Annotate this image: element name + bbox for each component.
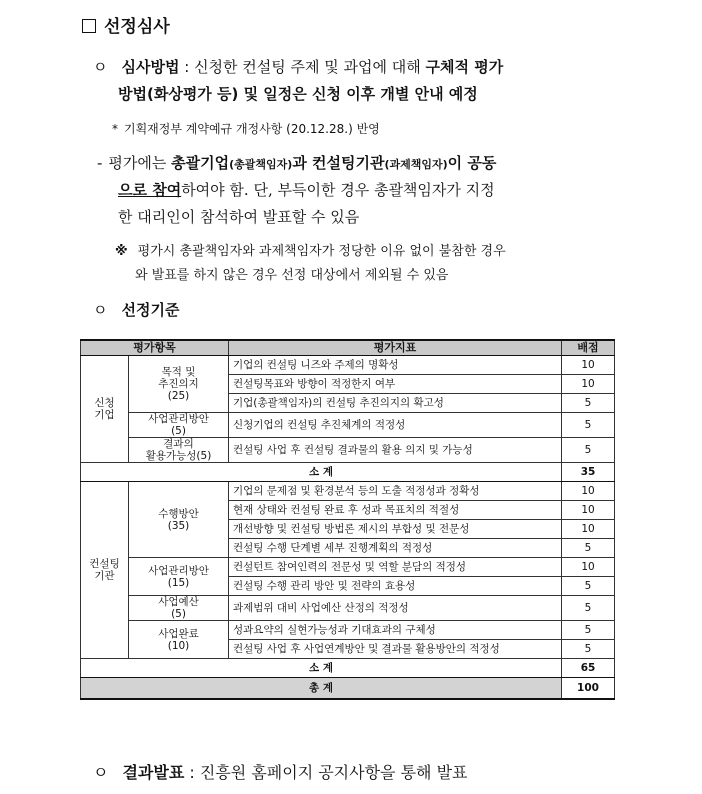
score-cell: 10 — [562, 356, 615, 375]
participation-line-2 — [118, 177, 495, 204]
method-colon: : — [179, 58, 190, 76]
score-cell: 10 — [562, 558, 615, 577]
subtotal-value: 35 — [562, 463, 615, 482]
category-cell: 사업완료 (10) — [129, 621, 229, 659]
subtotal-row — [81, 463, 615, 482]
criteria-heading — [93, 297, 179, 324]
announcement-line — [93, 759, 468, 786]
score-cell: 5 — [562, 539, 615, 558]
participation-bold-c: 이 공동 — [447, 154, 497, 172]
indicator-cell: 컨설팅 수행 단계별 세부 진행계획의 적정성 — [229, 539, 562, 558]
table-row — [81, 596, 615, 621]
score-cell: 5 — [562, 640, 615, 659]
indicator-cell: 과제범위 대비 사업예산 산정의 적정성 — [229, 596, 562, 621]
participation-line-1 — [97, 150, 496, 178]
score-cell: 10 — [562, 501, 615, 520]
method-text-bold: 구체적 평가 — [425, 58, 504, 76]
bullet-o: ㅇ — [93, 58, 108, 76]
participation-bold-a: 총괄기업 — [171, 154, 230, 172]
indicator-cell: 컨설턴트 참여인력의 전문성 및 역할 분담의 적정성 — [229, 558, 562, 577]
total-label: 총 계 — [81, 678, 562, 700]
indicator-cell: 기업의 문제점 및 환경분석 등의 도출 적정성과 정확성 — [229, 482, 562, 501]
participation-small-b: (과제책임자) — [384, 158, 448, 171]
bullet-o: ㅇ — [93, 763, 109, 782]
indicator-cell: 컨설팅 사업 후 컨설팅 결과물의 활용 의지 및 가능성 — [229, 438, 562, 463]
header-category: 평가항목 — [81, 340, 229, 356]
indicator-cell: 신청기업의 컨설팅 추진체계의 적정성 — [229, 413, 562, 438]
category-cell: 사업예산 (5) — [129, 596, 229, 621]
table-row — [81, 482, 615, 501]
score-cell: 10 — [562, 482, 615, 501]
method-label: 심사방법 — [121, 58, 180, 76]
agency-label: 컨설팅 기관 — [81, 482, 129, 659]
header-score: 배점 — [562, 340, 615, 356]
header-indicator: 평가지표 — [229, 340, 562, 356]
indicator-cell: 컨설팅 수행 관리 방안 및 전략의 효용성 — [229, 577, 562, 596]
total-value: 100 — [562, 678, 615, 700]
method-line-2: 방법(화상평가 등) 및 일정은 신청 이후 개별 안내 예정 — [118, 85, 478, 103]
bullet-o: ㅇ — [93, 301, 108, 319]
score-cell: 5 — [562, 394, 615, 413]
category-cell: 수행방안 (35) — [129, 482, 229, 558]
announcement-label: 결과발표 — [122, 763, 185, 782]
category-cell: 목적 및 추진의지 (25) — [129, 356, 229, 413]
subtotal-value: 65 — [562, 659, 615, 678]
category-cell: 사업관리방안 (15) — [129, 558, 229, 596]
participation-small-a: (총괄책임자) — [229, 158, 293, 171]
indicator-cell: 현재 상태와 컨설팅 완료 후 성과 목표치의 적절성 — [229, 501, 562, 520]
note-star: * — [112, 122, 118, 136]
participation-text: 평가에는 — [108, 154, 172, 172]
category-cell: 사업관리방안 (5) — [129, 413, 229, 438]
total-row — [81, 678, 615, 700]
indicator-cell: 개선방향 및 컨설팅 방법론 제시의 부합성 및 전문성 — [229, 520, 562, 539]
dash: - — [97, 154, 103, 172]
table-row — [81, 438, 615, 463]
checkbox-square-icon — [82, 19, 96, 33]
announcement-colon: : — [184, 763, 195, 782]
score-cell: 5 — [562, 577, 615, 596]
score-cell: 10 — [562, 520, 615, 539]
table-row — [81, 558, 615, 577]
company-label: 신청 기업 — [81, 356, 129, 463]
indicator-cell: 성과요약의 실현가능성과 기대효과의 구체성 — [229, 621, 562, 640]
score-cell: 5 — [562, 596, 615, 621]
table-row — [81, 621, 615, 640]
announcement-text: 진흥원 홈페이지 공지사항을 통해 발표 — [194, 763, 468, 782]
indicator-cell: 컨설팅목표와 방향이 적정한지 여부 — [229, 375, 562, 394]
score-cell: 5 — [562, 438, 615, 463]
evaluation-table — [80, 339, 615, 700]
category-cell: 결과의 활용가능성(5) — [129, 438, 229, 463]
table-header-row — [81, 340, 615, 356]
score-cell: 5 — [562, 413, 615, 438]
indicator-cell: 컨설팅 사업 후 사업연계방안 및 결과물 활용방안의 적정성 — [229, 640, 562, 659]
score-cell: 10 — [562, 375, 615, 394]
warning-text-1: 평가시 총괄책임자와 과제책임자가 정당한 이유 없이 불참한 경우 — [137, 244, 506, 259]
warning-line-2: 와 발표를 하지 않은 경우 선정 대상에서 제외될 수 있음 — [135, 268, 449, 283]
table-row — [81, 356, 615, 375]
subtotal-row — [81, 659, 615, 678]
section-heading — [82, 12, 170, 37]
indicator-cell: 기업(총괄책임자)의 컨설팅 추진의지의 확고성 — [229, 394, 562, 413]
reference-mark-icon: ※ — [115, 244, 128, 259]
criteria-label: 선정기준 — [121, 301, 180, 319]
warning-line-1 — [115, 240, 506, 259]
method-note — [112, 120, 380, 137]
participation-line-3: 한 대리인이 참석하여 발표할 수 있음 — [118, 208, 360, 226]
section-title: 선정심사 — [104, 17, 170, 37]
method-text: 신청한 컨설팅 주제 및 과업에 대해 — [189, 58, 426, 76]
participation-line2-text: 하여야 함. 단, 부득이한 경우 총괄책임자가 지정 — [181, 181, 495, 199]
score-cell: 5 — [562, 621, 615, 640]
participation-underline: 으로 참여 — [118, 181, 182, 199]
subtotal-label: 소 계 — [81, 463, 562, 482]
method-line-1 — [93, 54, 503, 81]
note-text: 기획재정부 계약예규 개정사항 (20.12.28.) 반영 — [124, 122, 380, 136]
indicator-cell: 기업의 컨설팅 니즈와 주제의 명확성 — [229, 356, 562, 375]
participation-bold-b: 과 컨설팅기관 — [292, 154, 385, 172]
table-row — [81, 413, 615, 438]
subtotal-label: 소 계 — [81, 659, 562, 678]
